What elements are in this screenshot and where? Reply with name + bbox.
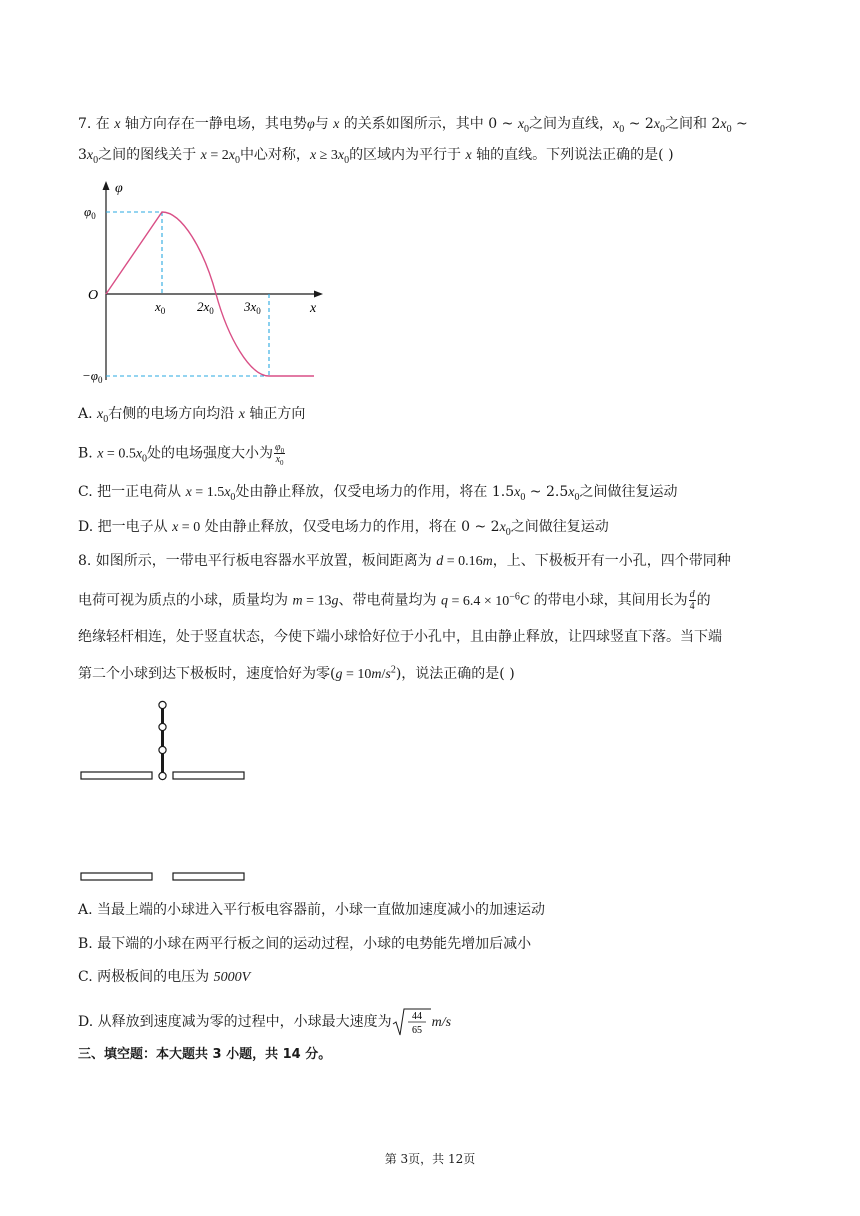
lower-plate-right xyxy=(173,873,244,880)
q8-line-1: 8. 如图所示，一带电平行板电容器水平放置，板间距离为 d = 0.16m，上、下极板开有一小孔，四个带同种 xyxy=(78,553,731,569)
q8-option-c: C. 两极板间的电压为 5000V xyxy=(78,969,251,985)
q8-line-3: 绝缘轻杆相连，处于竖直状态，今使下端小球恰好位于小孔中，且由静止释放，让四球竖直下落。当下端 xyxy=(78,629,722,645)
q7-option-b: B. $x = 0.5x_0$处的电场强度大小为 $\frac{\varphi_0}{x_0}$ xyxy=(78,442,285,467)
lower-plate-left xyxy=(81,873,152,880)
y-axis-label: φ xyxy=(115,181,123,196)
phi-x-graph xyxy=(82,178,342,390)
d-over-4-fraction: $\frac{d}{4}$ xyxy=(689,589,695,612)
ball-2 xyxy=(159,723,166,730)
q8-option-a: A. 当最上端的小球进入平行板电容器前，小球一直做加速度减小的加速运动 xyxy=(78,902,546,918)
svg-text:44: 44 xyxy=(411,1011,422,1022)
q8-option-d: D. 从释放到速度减为零的过程中，小球最大速度为 44 65 m/s xyxy=(78,1007,788,1037)
q7-option-d: D. 把一电子从 x = 0 处由静止释放，仅受电场力的作用，将在 0 ~ $2x_0$之间做往复运动 xyxy=(78,519,609,538)
section-3-heading: 三、填空题：本大题共 3 小题，共 14 分。 xyxy=(78,1047,332,1062)
capacitor-diagram xyxy=(78,698,250,884)
q8-line-2: 电荷可视为质点的小球，质量均为 m = 13g、带电荷量均为 $q = 6.4 \times 10^{-6}C$ 的带电小球，其间用长为 $\frac{d}{4}$ 的 xyxy=(78,589,711,612)
sqrt-fraction xyxy=(392,1007,432,1037)
ball-3 xyxy=(159,746,166,753)
y-axis-arrow xyxy=(103,181,110,190)
x-axis-label: x xyxy=(310,301,317,316)
page-footer: 第 3页，共 12页 xyxy=(384,1152,476,1166)
upper-plate-left xyxy=(81,772,152,779)
phi0-label: $\varphi_0$ xyxy=(84,204,96,221)
q8-option-b: B. 最下端的小球在两平行板之间的运动过程，小球的电势能先增加后减小 xyxy=(78,936,532,952)
origin-label: O xyxy=(88,288,99,303)
neg-phi0-label: $-\varphi_0$ xyxy=(82,368,103,385)
tick-2x0-label: $2x_0$ xyxy=(197,299,214,316)
q7-line-1: 7. 在 x 轴方向存在一静电场，其电势φ与 x 的关系如图所示，其中 0 ~ $x_0$之间为直线，$x_0$ ~ $2x_0$之间和 $2x_0$ ~ xyxy=(78,116,748,135)
tick-x0-label: $x_0$ xyxy=(155,299,166,316)
x-axis-arrow xyxy=(314,291,323,298)
ball-1 xyxy=(159,701,166,708)
q7-option-a: A. $x_0$右侧的电场方向均沿 x 轴正方向 xyxy=(78,406,306,425)
q7-option-c: C. 把一正电荷从 $x = 1.5x_0$处由静止释放，仅受电场力的作用，将在 $1.5x_0$ ~ $2.5x_0$之间做往复运动 xyxy=(78,484,678,503)
phi0-over-x0-fraction: $\frac{\varphi_0}{x_0}$ xyxy=(275,442,285,467)
upper-plate-right xyxy=(173,772,244,779)
tick-3x0-label: $3x_0$ xyxy=(244,299,261,316)
svg-text:65: 65 xyxy=(411,1025,422,1036)
q8-line-4: 第二个小球到达下极板时，速度恰好为零$(g = 10m/s^2)$，说法正确的是( ) xyxy=(78,664,515,682)
q7-line-2: $3x_0$之间的图线关于 $x = 2x_0$中心对称，$x \ge 3x_0$的区域内为平行于 x 轴的直线。下列说法正确的是( ) xyxy=(78,147,674,166)
ball-4 xyxy=(159,772,166,779)
